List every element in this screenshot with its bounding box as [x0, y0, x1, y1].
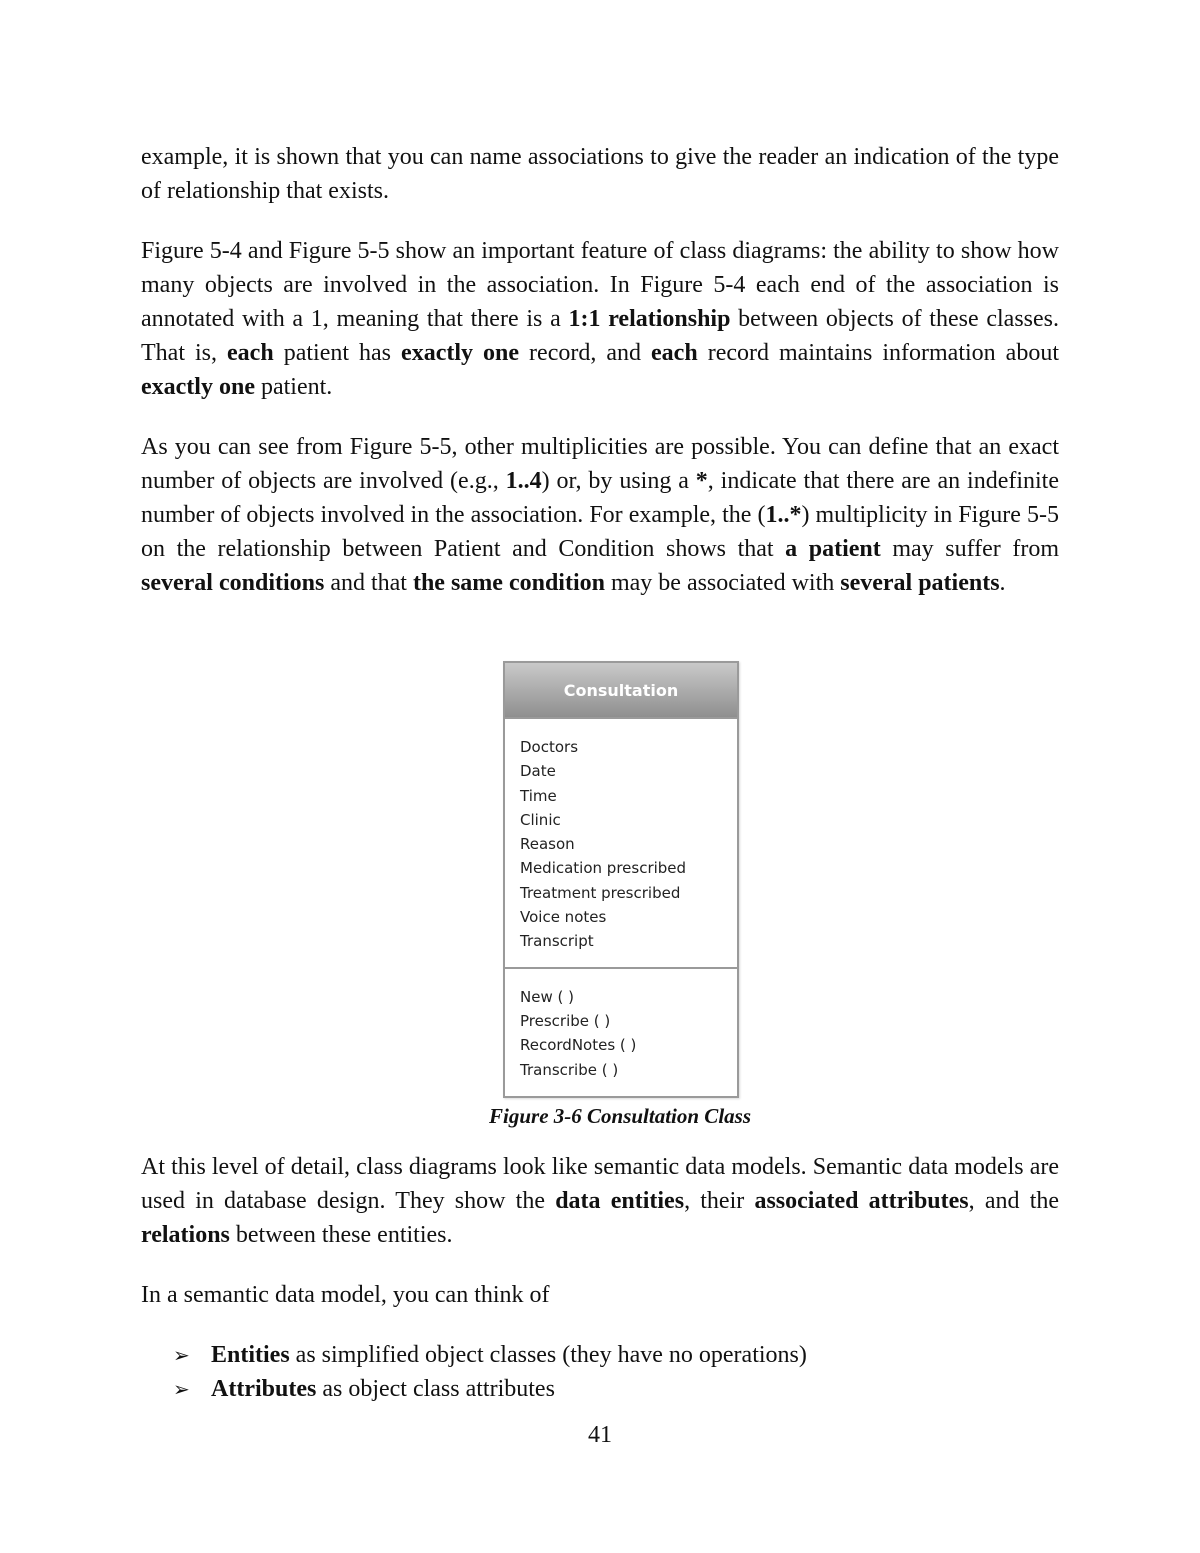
list-item: ➢ Attributes as object class attributes: [173, 1372, 1059, 1406]
uml-attribute: Transcript: [520, 932, 594, 951]
uml-class-name: Consultation: [505, 663, 737, 719]
body-text-after-figure: [141, 1150, 1059, 1406]
page-number: 41: [588, 1422, 612, 1448]
uml-attribute: Voice notes: [520, 908, 607, 927]
uml-attribute: Treatment prescribed: [520, 883, 681, 902]
uml-attribute: Clinic: [520, 810, 561, 829]
paragraph-2: Figure 5-4 and Figure 5-5 show an important feature of class diagrams: the ability to show how many objects are involved in the association. In Figure 5-4 each end of the association is annotated with a 1, meaning that there is a 1:1 relationship between objects of these classes. That is, each patient has exactly one record, and each record maintains information about exactly one patient.: [141, 238, 1060, 400]
list-item: ➢ Entities as simplified object classes (they have no operations): [173, 1338, 1059, 1372]
uml-attribute: Reason: [520, 835, 575, 854]
uml-operation: Prescribe ( ): [520, 1011, 611, 1030]
bullet-list: [141, 1338, 1059, 1406]
uml-attribute: Date: [520, 762, 556, 781]
uml-attribute: Medication prescribed: [520, 859, 687, 878]
paragraph-4: At this level of detail, class diagrams look like semantic data models. Semantic data models are used in database design. They show the data entities, their associated attributes, and the relations between these entities.: [141, 1154, 1060, 1248]
uml-attributes: [505, 719, 737, 969]
paragraph-3: As you can see from Figure 5-5, other multiplicities are possible. You can define that an exact number of objects are involved (e.g., 1..4) or, by using a *, indicate that there are an indefinite number of objects involved in the association. For example, the (1..*) multiplicity in Figure 5-5 on the relationship between Patient and Condition shows that a patient may suffer from several conditions and that the same condition may be associated with several patients.: [141, 434, 1060, 596]
arrow-bullet-icon: ➢: [173, 1377, 190, 1401]
uml-operation: Transcribe ( ): [520, 1060, 619, 1079]
uml-class-diagram: [503, 661, 739, 1098]
figure-caption: Figure 3-6 Consultation Class: [489, 1104, 751, 1128]
uml-attribute: Doctors: [520, 738, 579, 756]
uml-attribute: Time: [520, 786, 557, 805]
paragraph-5: In a semantic data model, you can think of: [141, 1282, 550, 1308]
body-text: [141, 140, 1059, 626]
uml-operations: [505, 969, 737, 1090]
uml-operation: RecordNotes ( ): [520, 1036, 637, 1055]
paragraph-1: example, it is shown that you can name associations to give the reader an indication of the type of relationship that exists.: [141, 144, 1059, 204]
uml-operation: New ( ): [520, 987, 574, 1006]
arrow-bullet-icon: ➢: [173, 1343, 190, 1367]
